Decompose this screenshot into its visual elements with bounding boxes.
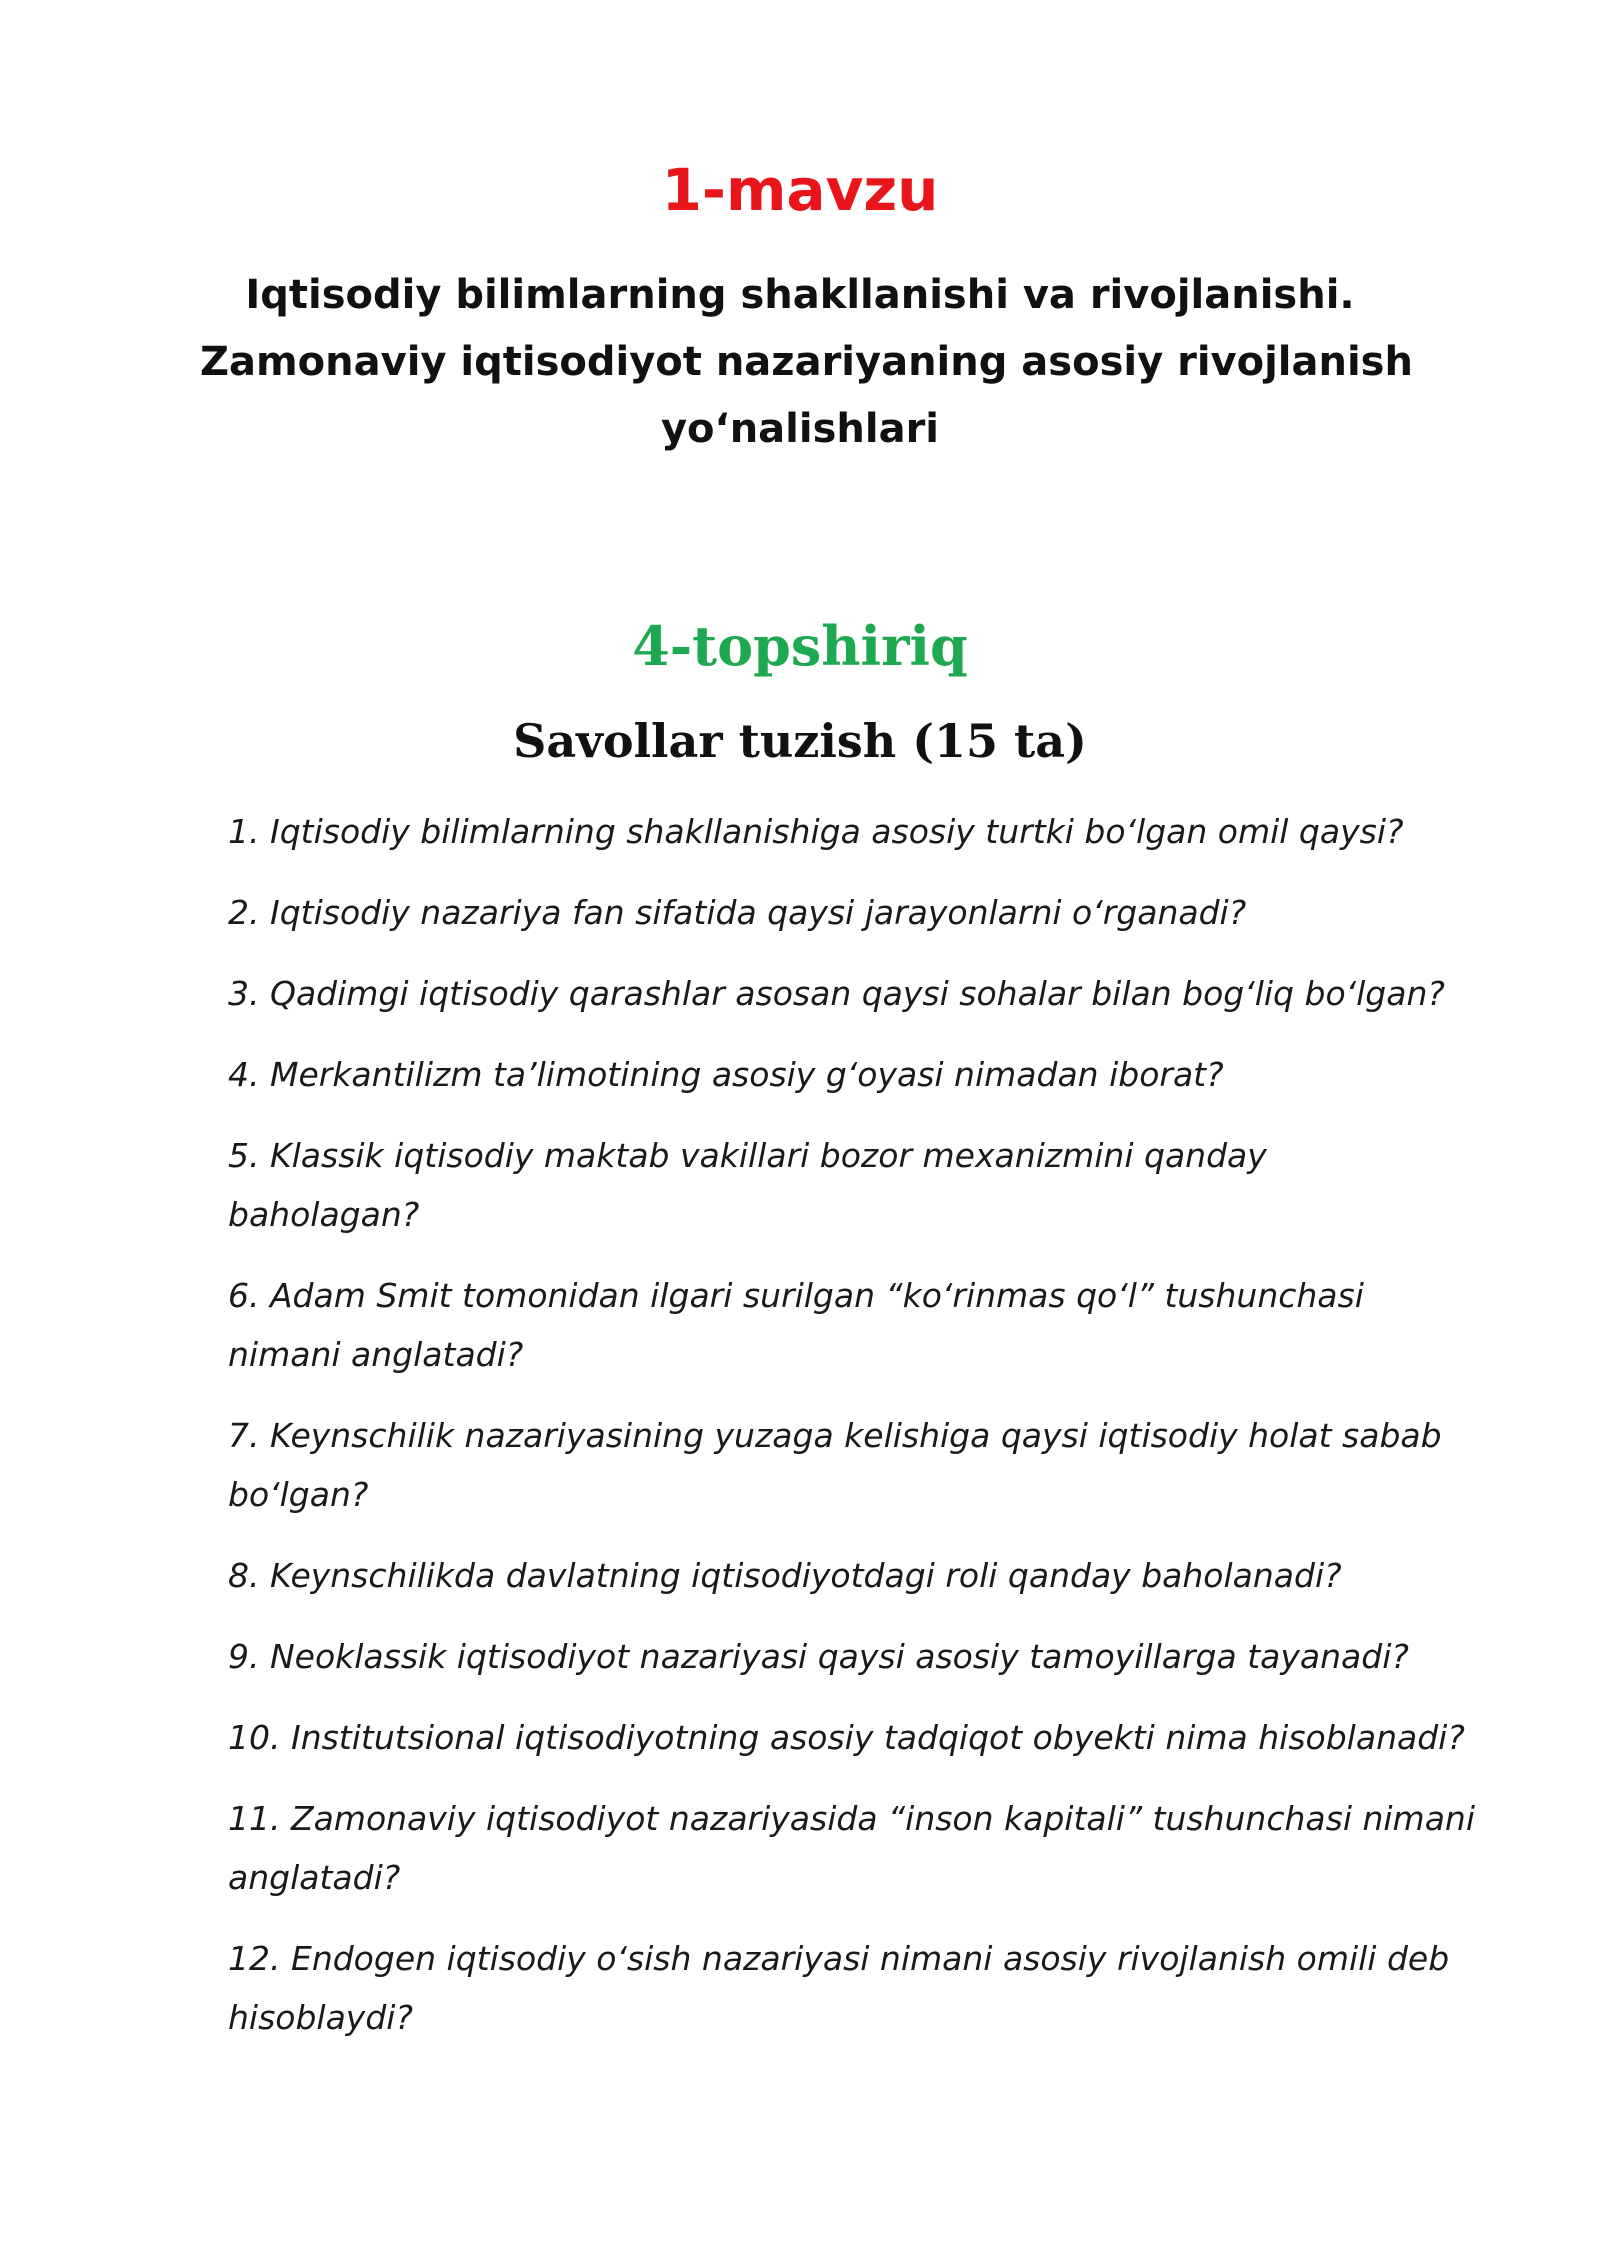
question-text: 1. Iqtisodiy bilimlarning shakllanishiga asosiy turtki bo‘lgan omil qaysi? xyxy=(228,812,1404,851)
question-item xyxy=(228,1929,1508,2047)
question-item xyxy=(228,1546,1508,1605)
question-text: 8. Keynschilikda davlatning iqtisodiyotdagi roli qanday baholanadi? xyxy=(228,1556,1342,1595)
question-text: 2. Iqtisodiy nazariya fan sifatida qaysi jarayonlarni o‘rganadi? xyxy=(228,893,1247,932)
task-title: 4-topshiriq xyxy=(632,614,968,678)
question-text: 12. Endogen iqtisodiy o‘sish nazariyasi nimani asosiy rivojlanish omili deb xyxy=(228,1939,1450,1978)
question-item xyxy=(228,1126,1508,1244)
question-item xyxy=(228,964,1508,1023)
question-item xyxy=(228,1406,1508,1524)
question-text: 9. Neoklassik iqtisodiyot nazariyasi qaysi asosiy tamoyillarga tayanadi? xyxy=(228,1637,1409,1676)
question-text: 6. Adam Smit tomonidan ilgari surilgan “ko‘rinmas qo‘l” tushunchasi xyxy=(228,1276,1364,1315)
question-item xyxy=(228,1266,1508,1384)
question-text-continued: nimani anglatadi? xyxy=(228,1335,524,1374)
task-heading: Savollar tuzish (15 ta) xyxy=(513,714,1087,768)
question-item xyxy=(228,802,1508,861)
question-text-continued: anglatadi? xyxy=(228,1858,401,1897)
question-text: 7. Keynschilik nazariyasining yuzaga kelishiga qaysi iqtisodiy holat sabab xyxy=(228,1416,1442,1455)
question-text: 3. Qadimgi iqtisodiy qarashlar asosan qaysi sohalar bilan bog‘liq bo‘lgan? xyxy=(228,974,1445,1013)
question-text-continued: bo‘lgan? xyxy=(228,1475,369,1514)
question-list xyxy=(228,802,1508,2069)
topic-subtitle-line: yo‘nalishlari xyxy=(660,406,940,452)
question-text-continued: baholagan? xyxy=(228,1195,420,1234)
topic-subtitle-line: Iqtisodiy bilimlarning shakllanishi va rivojlanishi. xyxy=(245,272,1355,318)
question-item xyxy=(228,1045,1508,1104)
question-text: 5. Klassik iqtisodiy maktab vakillari bozor mexanizmini qanday xyxy=(228,1136,1267,1175)
question-item xyxy=(228,1627,1508,1686)
topic-subtitle-line: Zamonaviy iqtisodiyot nazariyaning asosiy rivojlanish xyxy=(200,339,1413,385)
question-item xyxy=(228,1789,1508,1907)
question-item xyxy=(228,1708,1508,1767)
question-text-continued: hisoblaydi? xyxy=(228,1998,413,2037)
topic-subtitle xyxy=(200,262,1413,463)
question-text: 11. Zamonaviy iqtisodiyot nazariyasida “inson kapitali” tushunchasi nimani xyxy=(228,1799,1476,1838)
topic-title: 1-mavzu xyxy=(661,156,939,224)
question-text: 4. Merkantilizm ta’limotining asosiy g‘oyasi nimadan iborat? xyxy=(228,1055,1224,1094)
question-text: 10. Institutsional iqtisodiyotning asosiy tadqiqot obyekti nima hisoblanadi? xyxy=(228,1718,1465,1757)
question-item xyxy=(228,883,1508,942)
